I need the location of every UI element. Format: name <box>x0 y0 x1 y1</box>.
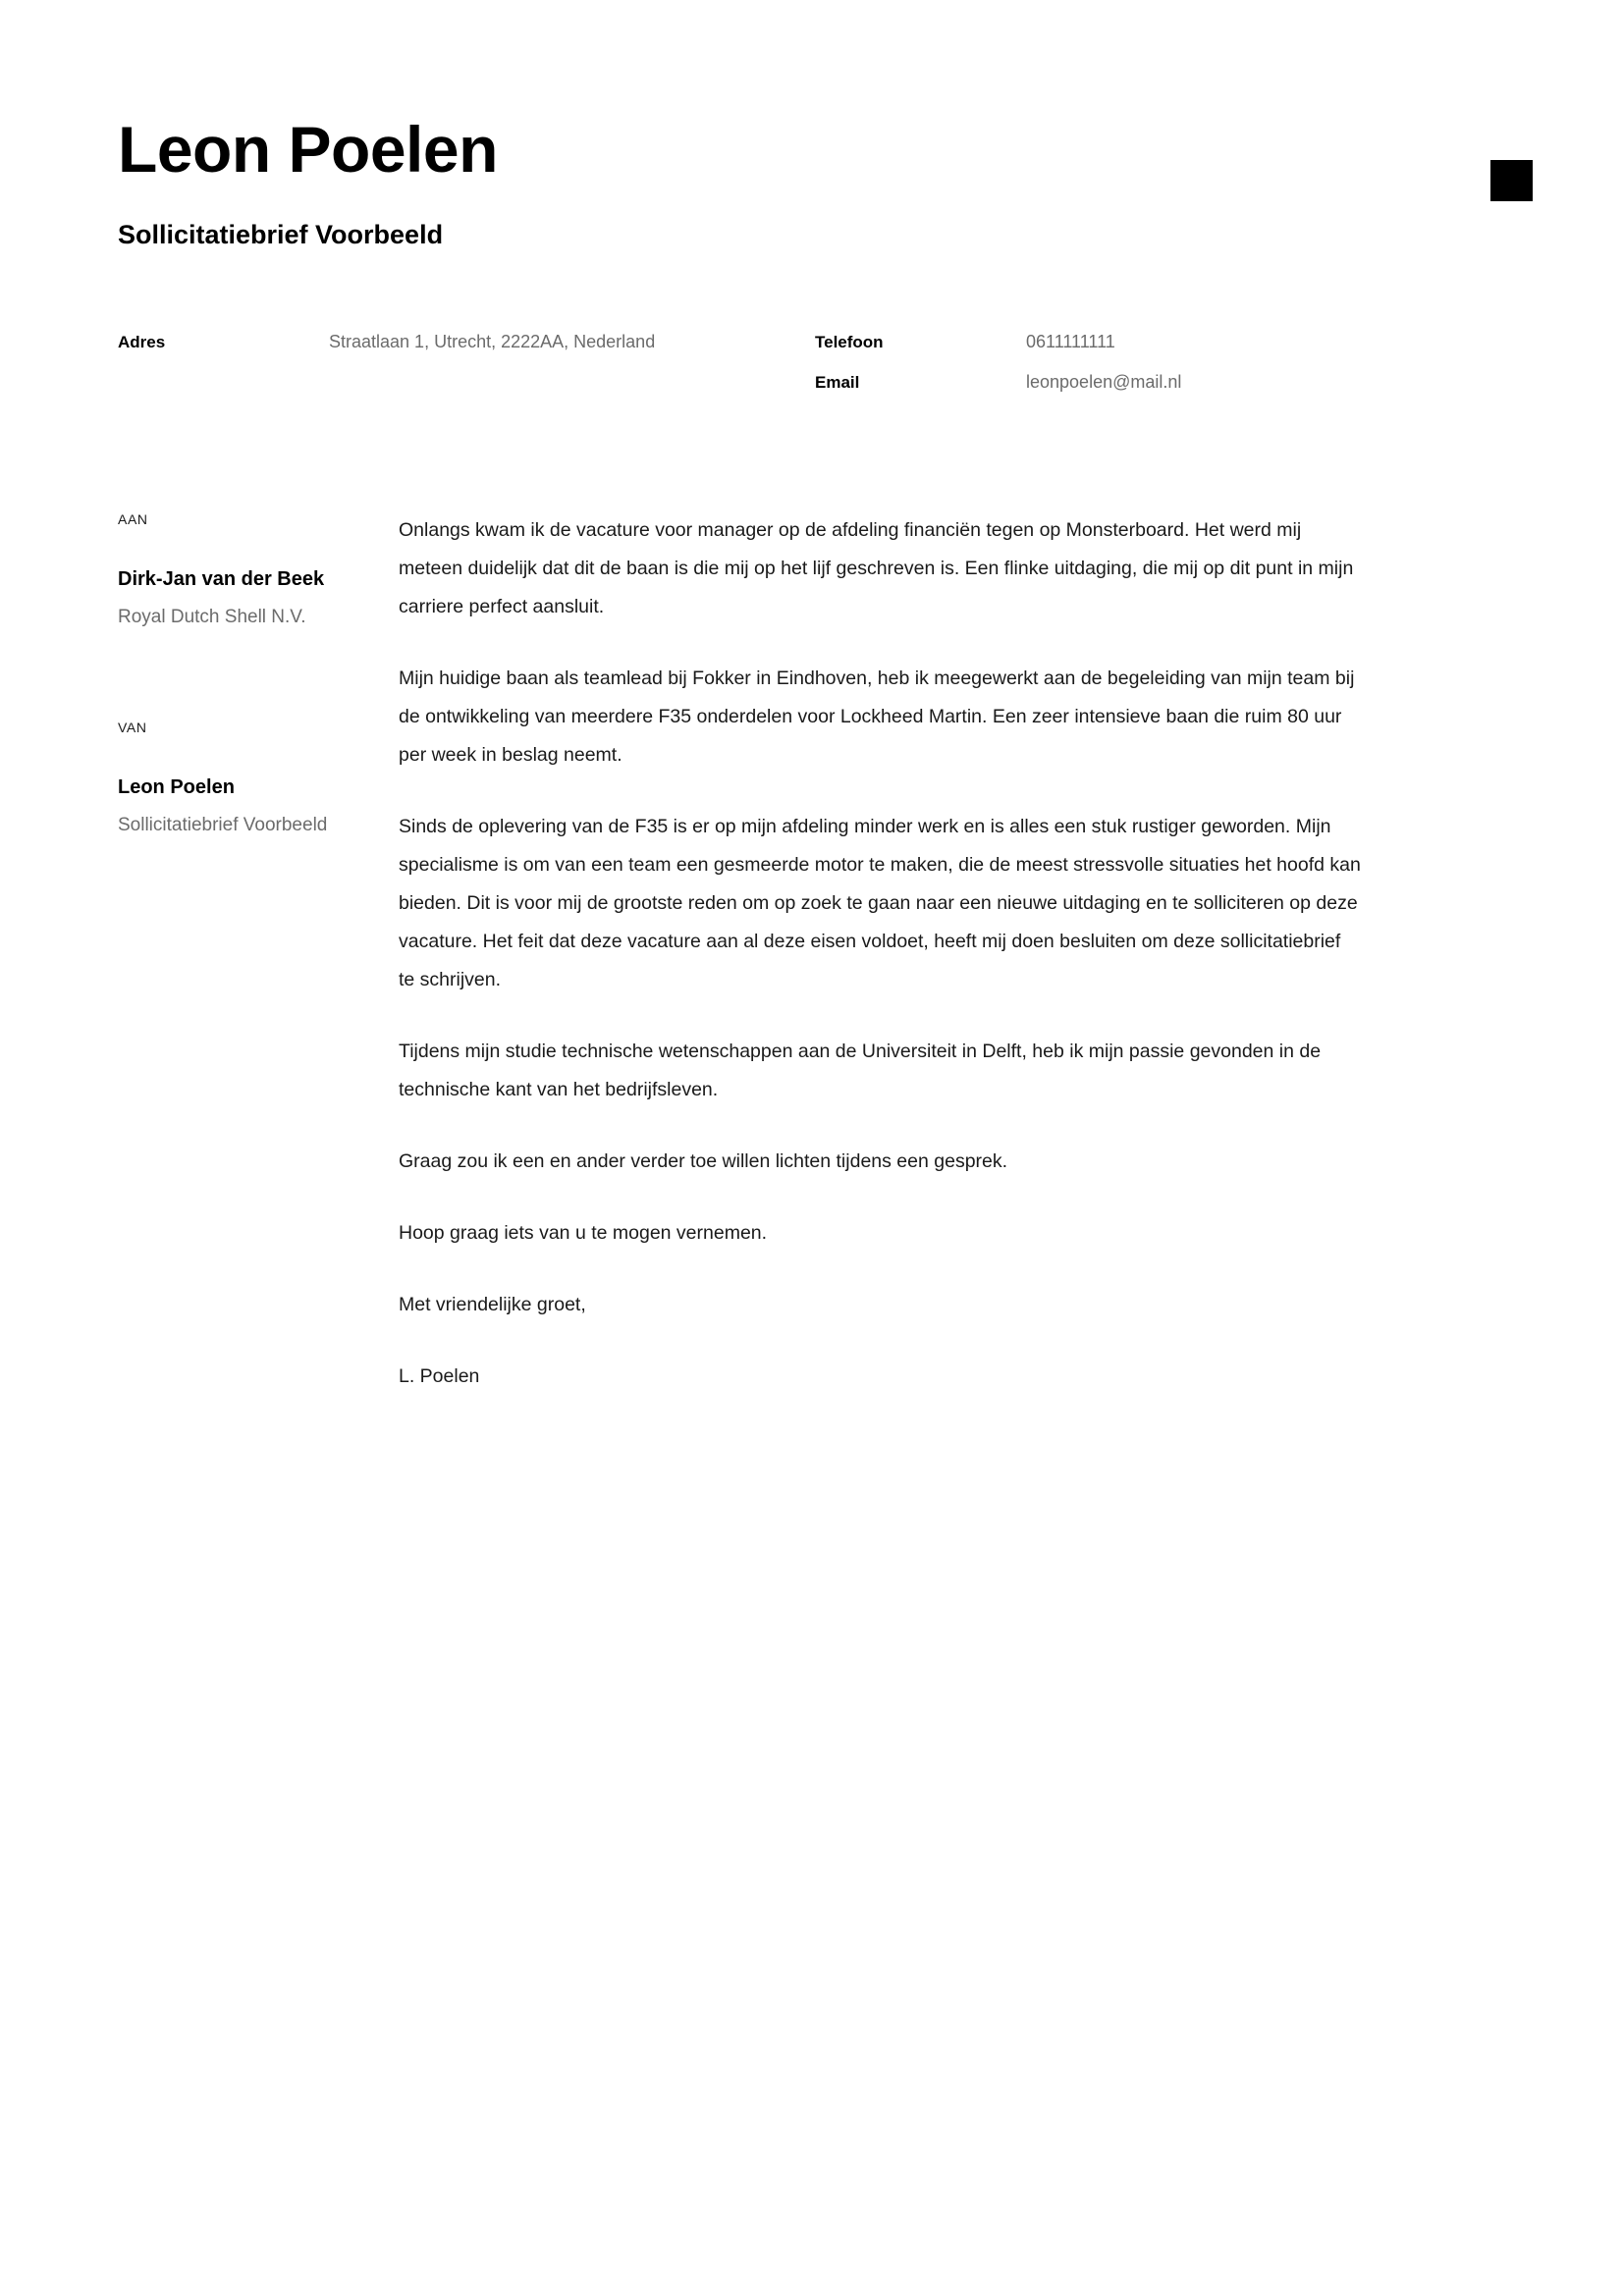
sender-name: Leon Poelen <box>118 776 235 799</box>
sender-block <box>118 720 399 838</box>
letter-parties-sidebar <box>118 511 399 838</box>
document-subtitle: Sollicitatiebrief Voorbeeld <box>118 220 444 250</box>
sender-organisation: Sollicitatiebrief Voorbeeld <box>118 815 328 836</box>
document-header <box>118 0 1505 251</box>
email-label: Email <box>815 372 860 392</box>
email-value: leonpoelen@mail.nl <box>1026 371 1182 392</box>
letter-signature: L. Poelen <box>399 1364 480 1387</box>
letter-paragraph: Hoop graag iets van u te mogen vernemen. <box>399 1221 768 1244</box>
address-value: Straatlaan 1, Utrecht, 2222AA, Nederland <box>329 331 656 351</box>
letter-paragraph: Tijdens mijn studie technische wetenschappen aan de Universiteit in Delft, heb ik mijn passie gevonden in de technische kant van het bedrijfsleven. <box>399 1040 1322 1100</box>
letter-paragraph: Graag zou ik een en ander verder toe willen lichten tijdens een gesprek. <box>399 1149 1008 1172</box>
contact-column-address <box>118 332 815 412</box>
letter-paragraph: Onlangs kwam ik de vacature voor manager op de afdeling financiën tegen op Monsterboard. Het werd mij meteen duidelijk dat dit de baan is die mij op het lijf geschreven is. Een flinke uitdaging, die mij op dit punt in mijn carriere perfect aansluit. <box>399 518 1354 617</box>
contact-row-address <box>118 332 655 372</box>
letter-body <box>118 511 1505 1396</box>
sender-kicker: VAN <box>118 720 147 736</box>
contact-row-phone <box>815 332 1181 372</box>
contact-details <box>118 332 1505 412</box>
letter-paragraph: Sinds de oplevering van de F35 is er op mijn afdeling minder werk en is alles een stuk rustiger geworden. Mijn specialisme is om van een team een gesmeerde motor te maken, die de meest stressvolle situaties het hoofd kan bieden. Dit is voor mij de grootste reden om op zoek te gaan naar een nieuwe uitdaging en te solliciteren op deze vacature. Het feit dat deze vacature aan al deze eisen voldoet, heeft mij doen besluiten om deze sollicitatiebrief te schrijven. <box>399 815 1361 990</box>
photo-placeholder-icon <box>1490 160 1533 201</box>
contact-row-email <box>815 372 1181 412</box>
contact-column-phone-email <box>815 332 1505 412</box>
page-title: Leon Poelen <box>118 113 498 186</box>
address-label: Adres <box>118 332 166 351</box>
recipient-organisation: Royal Dutch Shell N.V. <box>118 606 306 627</box>
letter-closing: Met vriendelijke groet, <box>399 1293 586 1315</box>
letter-paragraph: Mijn huidige baan als teamlead bij Fokker in Eindhoven, heb ik meegewerkt aan de begeleiding van mijn team bij de ontwikkeling van meerdere F35 onderdelen voor Lockheed Martin. Een zeer intensieve baan die ruim 80 uur per week in beslag neemt. <box>399 667 1355 766</box>
recipient-name: Dirk-Jan van der Beek <box>118 567 325 590</box>
phone-value: 0611111111 <box>1026 331 1115 351</box>
recipient-kicker: AAN <box>118 510 148 527</box>
recipient-block <box>118 511 399 630</box>
letter-text-column <box>399 511 1361 1396</box>
phone-label: Telefoon <box>815 332 884 351</box>
